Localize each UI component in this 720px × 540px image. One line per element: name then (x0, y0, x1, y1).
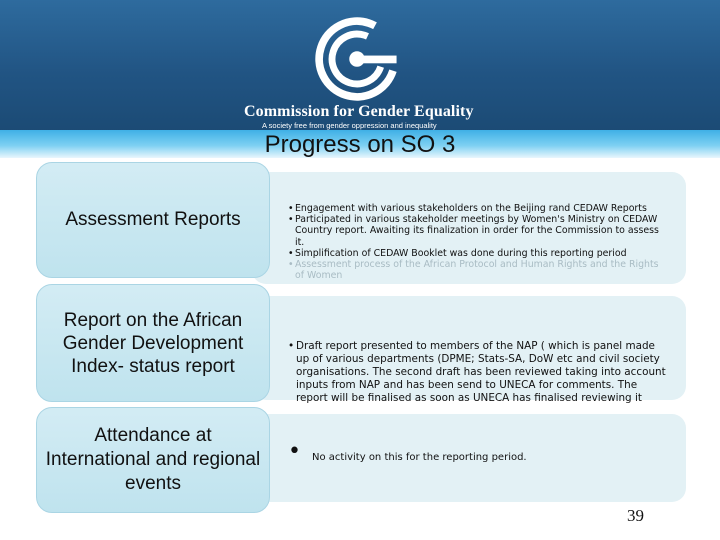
row-label-agdi-report (36, 284, 270, 402)
bullet-item: • Draft report presented to members of the NAP ( which is panel made up of various departments (DPME; Stats-SA, DoW etc and civil society organisations. The second draft has been reviewed taking into account inputs from NAP and has been send to UNECA for comments. The report will be finalised as soon as UNECA has finalised reviewing it (288, 340, 666, 405)
bullet-item: • Assessment process of the African Protocol and Human Rights and the Rights of Women (288, 259, 666, 281)
bullet-list-events (288, 451, 666, 464)
organization-name: Commission for Gender Equality (244, 103, 474, 120)
bullet-item: • Simplification of CEDAW Booklet was done during this reporting period (288, 248, 666, 259)
slide-title: Progress on SO 3 (264, 131, 456, 158)
bullet-item: • Engagement with various stakeholders on the Beijing rand CEDAW Reports (288, 203, 666, 214)
page-number: 39 (627, 506, 644, 525)
row-label-text: Assessment Reports (65, 209, 241, 230)
bullet-item: • Participated in various stakeholder meetings by Women's Ministry on CEDAW Country report. Awaiting its finalization in order for the Commission to assess it. (288, 214, 666, 248)
bullet-list-assessment (288, 203, 666, 281)
row-label-assessment-reports (36, 162, 270, 278)
organization-tagline: A society free from gender oppression and inequality (262, 121, 437, 130)
row-label-text: Report on the African Gender Development Index- status report (62, 309, 244, 377)
row-label-events (36, 407, 270, 513)
bullet-item: • No activity on this for the reporting period. (288, 451, 666, 464)
cge-g-logo-icon (314, 16, 400, 102)
bullet-list-agdi (288, 340, 666, 410)
row-label-text: Attendance at International and regional events (45, 425, 261, 494)
